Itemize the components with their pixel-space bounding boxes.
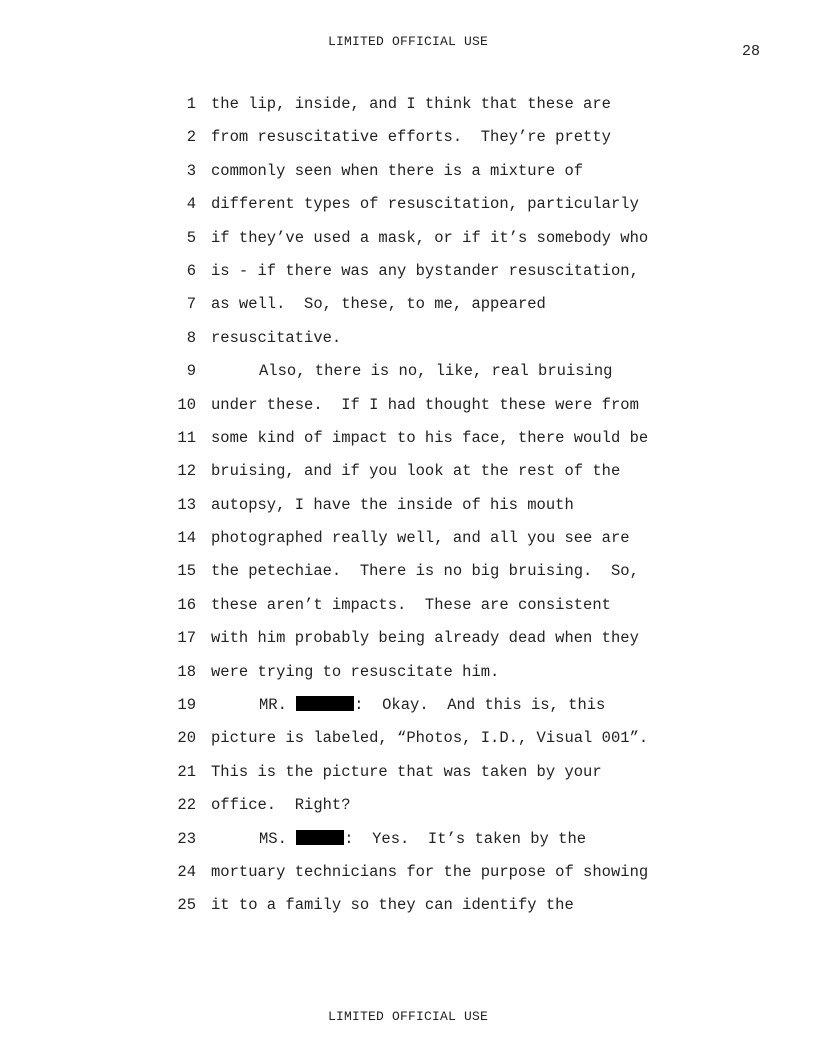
- line-text-content: Also, there is no, like, real bruising: [259, 362, 613, 381]
- transcript-line: [0, 595, 816, 628]
- line-number: 24: [177, 862, 196, 881]
- transcript-line: [0, 795, 816, 828]
- line-number: 11: [177, 428, 196, 447]
- line-text-content: : Okay. And this is, this: [354, 696, 606, 715]
- line-number: 25: [177, 896, 196, 915]
- line-number: 8: [186, 328, 196, 347]
- transcript-line: [0, 561, 816, 594]
- footer-classification-marking: LIMITED OFFICIAL USE: [327, 1009, 489, 1024]
- line-number: 4: [186, 195, 196, 214]
- line-number: 12: [177, 462, 196, 481]
- speaker-title: MS.: [259, 829, 287, 848]
- line-text: from resuscitative efforts. They’re pretty: [211, 128, 611, 147]
- transcript-line: [0, 762, 816, 795]
- transcript-line: [0, 194, 816, 227]
- transcript-line: [0, 328, 816, 361]
- line-number: 15: [177, 562, 196, 581]
- line-text: some kind of impact to his face, there would be: [211, 428, 649, 447]
- header-classification-marking: LIMITED OFFICIAL USE: [327, 34, 489, 49]
- transcript-line: [0, 461, 816, 494]
- transcript-line: [0, 895, 816, 928]
- transcript-line: [0, 228, 816, 261]
- transcript-line: [0, 294, 816, 327]
- line-number: 22: [177, 796, 196, 815]
- line-number: 2: [186, 128, 196, 147]
- redaction-box: [296, 830, 344, 845]
- line-text: with him probably being already dead when they: [211, 629, 639, 648]
- line-text: mortuary technicians for the purpose of showing: [211, 862, 649, 881]
- transcript-line: [0, 728, 816, 761]
- line-number: 13: [177, 495, 196, 514]
- line-number: 7: [186, 295, 196, 314]
- transcript-line: [0, 395, 816, 428]
- transcript-line: [0, 495, 816, 528]
- line-number: 21: [177, 762, 196, 781]
- speaker-line: [211, 695, 605, 715]
- line-text: the petechiae. There is no big bruising. So,: [211, 562, 639, 581]
- line-text: This is the picture that was taken by your: [211, 762, 602, 781]
- page-number: 28: [742, 43, 761, 60]
- line-text: picture is labeled, “Photos, I.D., Visual 001”.: [211, 729, 649, 748]
- line-number: 1: [186, 95, 196, 113]
- line-number: 10: [177, 395, 196, 414]
- transcript-line: [0, 662, 816, 695]
- line-number: 9: [186, 362, 196, 381]
- line-number: 23: [177, 829, 196, 848]
- line-text: resuscitative.: [211, 328, 342, 347]
- redaction-box: [296, 696, 354, 711]
- line-number: 18: [177, 662, 196, 681]
- transcript-line: [0, 261, 816, 294]
- line-text-content: : Yes. It’s taken by the: [344, 829, 587, 848]
- line-text: autopsy, I have the inside of his mouth: [211, 495, 574, 514]
- line-text: office. Right?: [211, 796, 351, 815]
- transcript-line: [0, 695, 816, 728]
- line-number: 3: [186, 161, 196, 180]
- line-text: were trying to resuscitate him.: [211, 662, 500, 681]
- transcript-line: [0, 127, 816, 160]
- line-number: 20: [177, 729, 196, 748]
- speaker-title: MR.: [259, 696, 287, 715]
- transcript-line: [0, 528, 816, 561]
- transcript-line: [0, 94, 816, 127]
- line-number: 5: [186, 228, 196, 247]
- line-number: 14: [177, 529, 196, 548]
- line-number: 17: [177, 629, 196, 648]
- speaker-line: [211, 829, 586, 849]
- transcript-lines: [0, 94, 816, 929]
- transcript-line: [0, 628, 816, 661]
- line-text: commonly seen when there is a mixture of: [211, 161, 584, 180]
- line-number: 19: [177, 696, 196, 715]
- line-text-indented: [211, 361, 612, 381]
- line-text: the lip, inside, and I think that these are: [211, 95, 611, 113]
- transcript-line: [0, 862, 816, 895]
- line-text: is - if there was any bystander resuscitation,: [211, 261, 639, 280]
- transcript-line: [0, 361, 816, 394]
- line-text: bruising, and if you look at the rest of the: [211, 462, 621, 481]
- line-number: 16: [177, 595, 196, 614]
- transcript-line: [0, 428, 816, 461]
- line-text: under these. If I had thought these were from: [211, 395, 639, 414]
- line-text: if they’ve used a mask, or if it’s somebody who: [211, 228, 649, 247]
- line-text: it to a family so they can identify the: [211, 896, 574, 915]
- transcript-line: [0, 829, 816, 862]
- transcript-line: [0, 161, 816, 194]
- line-text: different types of resuscitation, particularly: [211, 195, 639, 214]
- line-number: 6: [186, 261, 196, 280]
- line-text: as well. So, these, to me, appeared: [211, 295, 546, 314]
- line-text: these aren’t impacts. These are consistent: [211, 595, 611, 614]
- line-text: photographed really well, and all you see are: [211, 529, 630, 548]
